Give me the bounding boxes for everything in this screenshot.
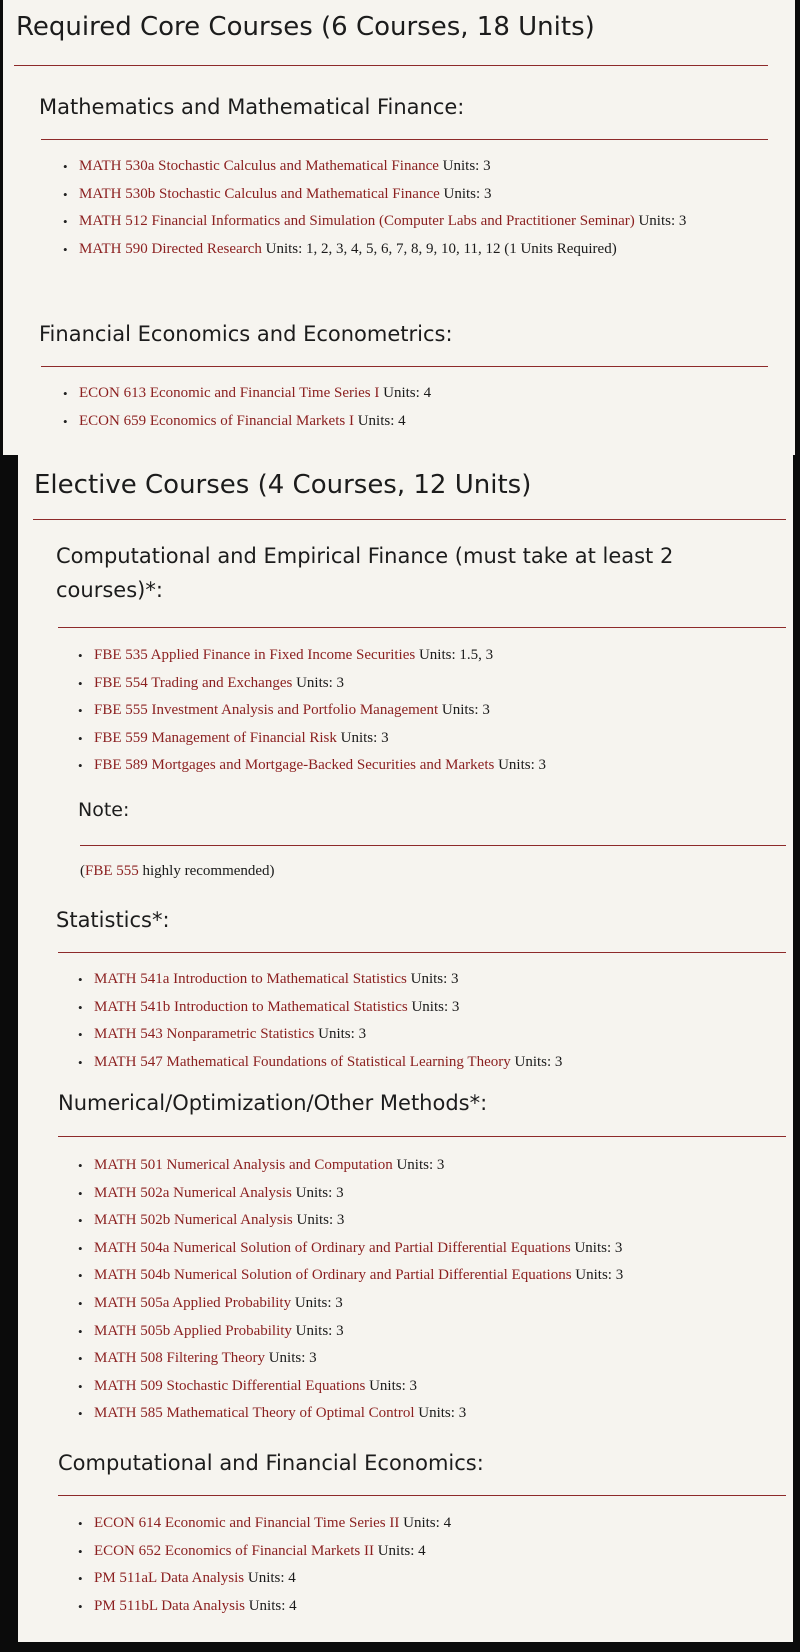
list-item [78,670,778,698]
list-item [78,966,778,994]
course-units: Units: 3 [498,757,547,774]
course-link[interactable]: ECON 659 Economics of Financial Markets I [79,412,354,429]
list-item [78,1510,778,1538]
course-units: Units: 4 [357,412,406,429]
course-link[interactable]: FBE 559 Management of Financial Risk [94,729,337,746]
list-item [78,1262,778,1290]
group-title-computational-financial-economics: Computational and Financial Economics: [58,1451,484,1475]
list-item [63,181,753,209]
required-core-section [3,0,795,455]
list-item [78,1207,778,1235]
elective-section [18,455,793,1642]
course-link[interactable]: MATH 504a Numerical Solution of Ordinary and Partial Differential Equations [94,1239,571,1256]
course-list-financial-economics [63,380,753,435]
course-list-math-finance [63,153,753,263]
course-units: Units: 3 [575,1267,624,1284]
course-link[interactable]: MATH 508 Filtering Theory [94,1350,265,1367]
course-link[interactable]: MATH 530b Stochastic Calculus and Mathematical Finance [79,185,440,202]
course-link[interactable]: MATH 547 Mathematical Foundations of Statistical Learning Theory [94,1053,511,1070]
course-link[interactable]: FBE 535 Applied Finance in Fixed Income Securities [94,647,416,663]
course-list-computational-financial-economics [78,1510,778,1620]
list-item [78,1318,778,1346]
course-link[interactable]: FBE 589 Mortgages and Mortgage-Backed Securities and Markets [94,757,495,774]
course-units: Units: 3 [318,1026,367,1043]
course-link[interactable]: FBE 555 Investment Analysis and Portfolio Management [94,702,439,719]
list-item [78,1180,778,1208]
list-item [78,642,778,670]
course-link[interactable]: MATH 590 Directed Research [79,240,262,257]
course-units: Units: 4 [377,1542,426,1559]
course-units: Units: 3 [295,1322,344,1339]
list-item [78,1345,778,1373]
course-units: Units: 4 [247,1570,296,1587]
group-divider [58,627,786,628]
section-divider [33,519,786,520]
list-item [78,1593,778,1621]
list-item [63,208,753,236]
group-title-computational-empirical-finance: Computational and Empirical Finance (must take at least 2 courses)*: [56,544,674,602]
group-divider [58,1136,786,1137]
list-item [78,1021,778,1049]
list-item [63,236,753,264]
list-item [78,1400,778,1428]
section-title-elective: Elective Courses (4 Courses, 12 Units) [34,470,532,500]
course-link[interactable]: MATH 509 Stochastic Differential Equations [94,1377,366,1394]
course-units: Units: 3 [410,971,459,987]
group-divider [41,366,768,367]
list-item [78,697,778,725]
list-item [78,752,778,780]
group-title-financial-economics: Financial Economics and Econometrics: [39,322,453,346]
course-units: Units: 3 [340,729,389,746]
course-link[interactable]: MATH 585 Mathematical Theory of Optimal Control [94,1405,415,1422]
course-units: Units: 3 [441,702,490,719]
course-units: Units: 3 [268,1350,317,1367]
list-item [78,1565,778,1593]
group-title-math-finance: Mathematics and Mathematical Finance: [39,95,465,119]
course-link[interactable]: PM 511aL Data Analysis [94,1570,245,1587]
note-course-link[interactable]: FBE 555 [85,863,139,879]
course-units: Units: 3 [294,1294,343,1311]
course-units: Units: 4 [383,385,432,401]
course-units: Units: 3 [411,998,460,1015]
course-link[interactable]: MATH 541b Introduction to Mathematical Statistics [94,998,408,1015]
list-item [78,725,778,753]
course-units: Units: 3 [295,1184,344,1201]
course-units: Units: 3 [514,1053,563,1070]
course-link[interactable]: MATH 502a Numerical Analysis [94,1184,292,1201]
course-units: Units: 1.5, 3 [418,647,494,663]
list-item [78,1538,778,1566]
list-item [78,994,778,1022]
note-text: (FBE 555 highly recommended) [80,863,275,879]
course-units: Units: 3 [638,213,687,230]
group-divider [58,952,786,953]
course-link[interactable]: MATH 505b Applied Probability [94,1322,292,1339]
course-link[interactable]: MATH 512 Financial Informatics and Simulation (Computer Labs and Practitioner Seminar) [79,213,635,230]
group-title-statistics: Statistics*: [56,908,170,932]
course-link[interactable]: MATH 502b Numerical Analysis [94,1212,293,1229]
section-title-core: Required Core Courses (6 Courses, 18 Units) [16,12,595,42]
course-units: Units: 3 [443,185,492,202]
course-units: Units: 3 [369,1377,418,1394]
list-item [63,380,753,408]
course-link[interactable]: ECON 613 Economic and Financial Time Series I [79,385,380,401]
course-units: Units: 3 [396,1157,445,1173]
list-item [78,1152,778,1180]
course-units: Units: 1, 2, 3, 4, 5, 6, 7, 8, 9, 10, 11, 12 (1 Units Required) [265,240,617,257]
list-item [63,408,753,436]
note-divider [80,845,786,846]
course-list-computational-empirical-finance [78,642,778,780]
course-list-statistics [78,966,778,1076]
course-link[interactable]: MATH 543 Nonparametric Statistics [94,1026,315,1043]
group-title-numerical-methods: Numerical/Optimization/Other Methods*: [58,1091,488,1115]
note-title: Note: [78,799,130,821]
course-list-numerical-methods [78,1152,778,1428]
course-units: Units: 3 [418,1405,467,1422]
course-units: Units: 4 [403,1515,452,1531]
section-divider [14,65,768,66]
list-item [78,1290,778,1318]
course-link[interactable]: ECON 652 Economics of Financial Markets II [94,1542,374,1559]
course-units: Units: 3 [574,1239,623,1256]
course-link[interactable]: MATH 501 Numerical Analysis and Computation [94,1157,393,1173]
course-link[interactable]: MATH 504b Numerical Solution of Ordinary and Partial Differential Equations [94,1267,572,1284]
group-divider [41,139,768,140]
course-link[interactable]: MATH 530a Stochastic Calculus and Mathematical Finance [79,158,439,174]
course-link[interactable]: MATH 541a Introduction to Mathematical Statistics [94,971,407,987]
course-units: Units: 3 [442,158,491,174]
course-link[interactable]: ECON 614 Economic and Financial Time Series II [94,1515,400,1531]
course-link[interactable]: PM 511bL Data Analysis [94,1597,245,1614]
list-item [63,153,753,181]
list-item [78,1049,778,1077]
course-units: Units: 3 [296,1212,345,1229]
course-units: Units: 4 [248,1597,297,1614]
group-divider [58,1495,786,1496]
course-link[interactable]: FBE 554 Trading and Exchanges [94,674,293,691]
course-link[interactable]: MATH 505a Applied Probability [94,1294,292,1311]
course-units: Units: 3 [296,674,345,691]
list-item [78,1373,778,1401]
list-item [78,1235,778,1263]
